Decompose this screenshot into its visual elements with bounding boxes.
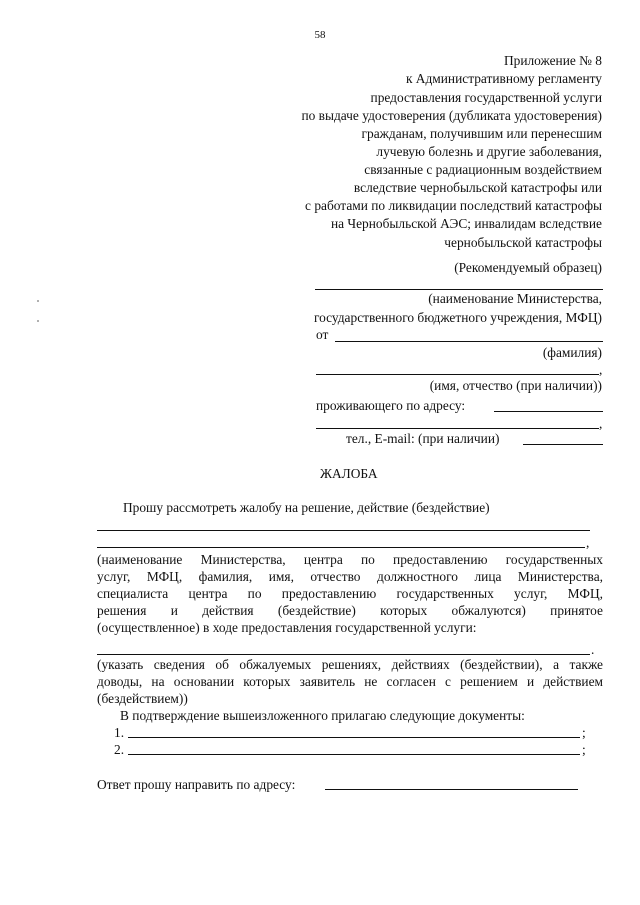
appendix-line: гражданам, получившим или перенесшим xyxy=(361,126,602,141)
sample-note: (Рекомендуемый образец) xyxy=(454,260,602,275)
comma: , xyxy=(599,362,603,377)
period: . xyxy=(591,642,595,657)
page-number: 58 xyxy=(314,29,326,41)
para1-line: решения и действия (бездействие) которых обжалуются) принятое xyxy=(97,603,603,618)
para1-line: услуг, МФЦ, фамилия, имя, отчество должностного лица Министерства, xyxy=(97,569,603,584)
para2-line: доводы, на основании которых заявитель не согласен с решением и действием xyxy=(97,674,603,689)
comma: , xyxy=(586,535,590,550)
para2-line: (бездействием)) xyxy=(97,691,188,706)
ministry-name-line xyxy=(315,289,603,290)
address-label: проживающего по адресу: xyxy=(316,398,466,413)
appendix-line: вследствие чернобыльской катастрофы или xyxy=(353,180,602,195)
surname-caption: (фамилия) xyxy=(542,345,602,360)
appendix-line: с работами по ликвидации последствий катастрофы xyxy=(305,198,602,213)
para1-line: специалиста центра по предоставлению государственных услуг, МФЦ, xyxy=(97,586,603,601)
para1-line: (наименование Министерства, центра по предоставлению государственных xyxy=(97,552,603,567)
para1-line: (осуществленное) в ходе предоставления государственной услуги: xyxy=(97,620,477,635)
comma: , xyxy=(599,416,603,431)
appendix-line: лучевую болезнь и другие заболевания, xyxy=(376,144,602,159)
fill-line xyxy=(97,530,590,531)
ministry-caption: (наименование Министерства, xyxy=(428,291,602,306)
appendix-line: на Чернобыльской АЭС; инвалидам вследствие xyxy=(330,216,602,231)
address-line xyxy=(494,411,603,412)
appendix-line: по выдаче удостоверения (дубликата удостоверения) xyxy=(301,108,602,123)
name-caption: (имя, отчество (при наличии)) xyxy=(429,378,602,393)
phone-line xyxy=(523,444,603,445)
scan-artifact xyxy=(37,320,39,322)
from-line xyxy=(335,341,603,342)
para2-line: (указать сведения об обжалуемых решениях, действиях (бездействии), а также xyxy=(97,657,603,672)
ministry-caption: государственного бюджетного учреждения, МФЦ) xyxy=(313,310,602,325)
name-line xyxy=(316,374,599,375)
appendix-line: Приложение № 8 xyxy=(503,53,602,68)
item-end: ; xyxy=(582,742,586,757)
attachments-intro: В подтверждение вышеизложенного прилагаю следующие документы: xyxy=(120,708,525,723)
attachment-line xyxy=(128,754,580,755)
answer-label: Ответ прошу направить по адресу: xyxy=(97,777,296,792)
attachment-line xyxy=(128,737,580,738)
from-label: от xyxy=(316,327,329,342)
address-line-2 xyxy=(316,428,599,429)
appendix-line: к Административному регламенту xyxy=(405,71,602,86)
item-number: 1. xyxy=(114,725,125,740)
answer-line xyxy=(325,789,578,790)
appendix-line: связанные с радиационным воздействием xyxy=(364,162,602,177)
scan-artifact xyxy=(37,300,39,302)
appendix-line: предоставления государственной услуги xyxy=(370,90,602,105)
fill-line xyxy=(97,654,590,655)
phone-label: тел., E-mail: (при наличии) xyxy=(346,431,500,446)
fill-line xyxy=(97,547,585,548)
document-title: ЖАЛОБА xyxy=(320,466,378,481)
appendix-line: чернобыльской катастрофы xyxy=(444,235,602,250)
request-text: Прошу рассмотреть жалобу на решение, действие (бездействие) xyxy=(123,500,490,515)
item-end: ; xyxy=(582,725,586,740)
item-number: 2. xyxy=(114,742,125,757)
